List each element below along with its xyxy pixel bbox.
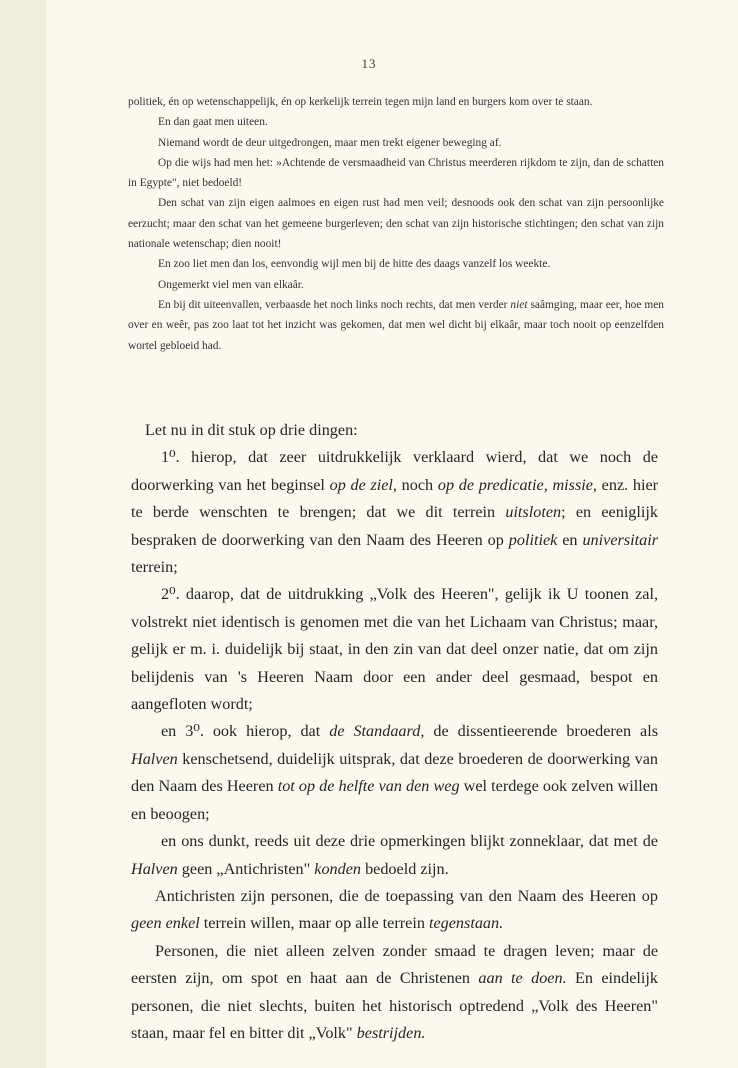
text-segment: geen „Antichristen" (181, 859, 311, 878)
emphasis-universitair: universitair (582, 530, 658, 549)
personen-paragraph (131, 938, 658, 1048)
conclusion-paragraph (131, 828, 658, 883)
emphasis-aan-te-doen: aan te doen. (478, 969, 567, 988)
emphasis-tot-op-de-helfte: tot op de helfte van den weg (277, 777, 460, 796)
small-paragraph-8 (128, 295, 664, 356)
emphasis-halven: Halven (131, 859, 178, 878)
text-segment: wel terdege ook zelven willen en beoogen; (131, 777, 659, 823)
emphasis-de-standaard: de Standaard, (329, 722, 425, 741)
emphasis-op-de-predicatie: op de predicatie, missie, (437, 475, 597, 494)
page-edge-shadow (0, 0, 46, 1068)
text-segment: en 3⁰. ook hierop, dat (161, 722, 321, 741)
emphasis-op-de-ziel: op de ziel, (329, 475, 397, 494)
text-segment: Personen, die niet alleen zelven zonder smaad te dragen leven; maar de eersten zijn, om spot en haat aan de Christenen (131, 941, 658, 988)
text-segment: noch (401, 475, 434, 494)
text-segment: de dissentieerende broederen als (433, 722, 658, 741)
text-segment: bedoeld zijn. (365, 859, 449, 878)
text-segment: enz. hier te berde wenschten te brengen; dat we dit terrein (131, 475, 659, 522)
small-paragraph-6: En zoo liet men dan los, eenvondig wijl men bij de hitte des daags vanzelf los weekte. (158, 258, 551, 271)
point-3-paragraph (131, 718, 658, 828)
text-segment: kenschetsend, duidelijk uitsprak, dat deze broederen de doorwerking van den Naam des Heeren (131, 749, 658, 796)
point-2-paragraph: 2⁰. daarop, dat de uitdrukking „Volk des Heeren", gelijk ik U toonen zal, volstrekt niet identisch is genomen met die van het Lichaam van Christus; maar, gelijk er m. i. duidelijk bij staat, in den zin van dat deel onzer natie, dat om zijn belijdenis van 's Heeren Naam door een ander deel gesmaad, bespot en aangefloten wordt; (131, 585, 658, 714)
text-segment: en (562, 530, 578, 549)
emphasis-niet: niet (510, 298, 528, 311)
emphasis-bestrijden: bestrijden. (356, 1023, 426, 1042)
text-segment: en ons dunkt, reeds uit deze drie opmerkingen blijkt zonneklaar, dat met de (161, 832, 658, 851)
emphasis-uitsloten: uitsloten (505, 503, 562, 522)
text-segment: saâmging, maar eer, hoe men over en weêr, pas zoo laat tot het inzicht was gekomen, dat men wel dicht bij elkaâr, maar toch nooit op eenzelfden wortel gebloeid had. (128, 298, 664, 352)
emphasis-geen-enkel: geen enkel (131, 914, 200, 933)
small-paragraph-5: Den schat van zijn eigen aalmoes en eigen rust had men veil; desnoods ook den schat van zijn persoonlijke eerzucht; maar den schat van het gemeene burgerleven; den schat van zijn historische stichtingen; den schat van zijn nationale wetenschap; dien nooit! (128, 197, 664, 251)
emphasis-tegenstaan: tegenstaan. (428, 914, 504, 933)
small-paragraph-3: Niemand wordt de deur uitgedrongen, maar men trekt eigener beweging af. (158, 136, 502, 149)
text-segment: 1⁰. hierop, dat zeer uitdrukkelijk verklaard wierd, dat we noch de doorwerking van het beginsel (131, 448, 658, 494)
small-paragraph-2: En dan gaat men uiteen. (158, 116, 268, 129)
antichristen-paragraph (131, 883, 658, 938)
text-segment: ; en eeniglijk bespraken de doorwerking van den Naam des Heeren op (131, 503, 658, 549)
text-segment: Antichristen zijn personen, die de toepassing van den Naam des Heeren op (155, 886, 658, 905)
emphasis-halven: Halven (131, 749, 178, 768)
small-print-section (128, 92, 664, 356)
text-segment: terrein; (131, 558, 178, 577)
small-paragraph-7: Ongemerkt viel men van elkaâr. (158, 278, 304, 291)
text-segment: En bij dit uiteenvallen, verbaasde het noch links noch rechts, dat men verder (158, 298, 508, 311)
intro-line: Let nu in dit stuk op drie dingen: (145, 421, 358, 439)
main-text-section (131, 417, 658, 1047)
small-paragraph-1: politiek, én op wetenschappelijk, én op kerkelijk terrein tegen mijn land en burgers kom over te staan. (128, 96, 593, 108)
text-segment: terrein willen, maar op alle terrein (203, 914, 425, 933)
page-number: 13 (361, 56, 377, 71)
point-1-paragraph (131, 444, 658, 581)
small-paragraph-4: Op die wijs had men het: »Achtende de versmaadheid van Christus meerderen rijkdom te zijn, dan de schatten in Egypte", niet bedoeld! (128, 156, 664, 190)
emphasis-politiek: politiek (508, 530, 558, 549)
text-segment: En eindelijk personen, die niet slechts, buiten het historisch optredend „Volk des Heeren" staan, maar fel en bitter dit „Volk" (131, 969, 659, 1042)
emphasis-konden: konden (314, 859, 362, 878)
